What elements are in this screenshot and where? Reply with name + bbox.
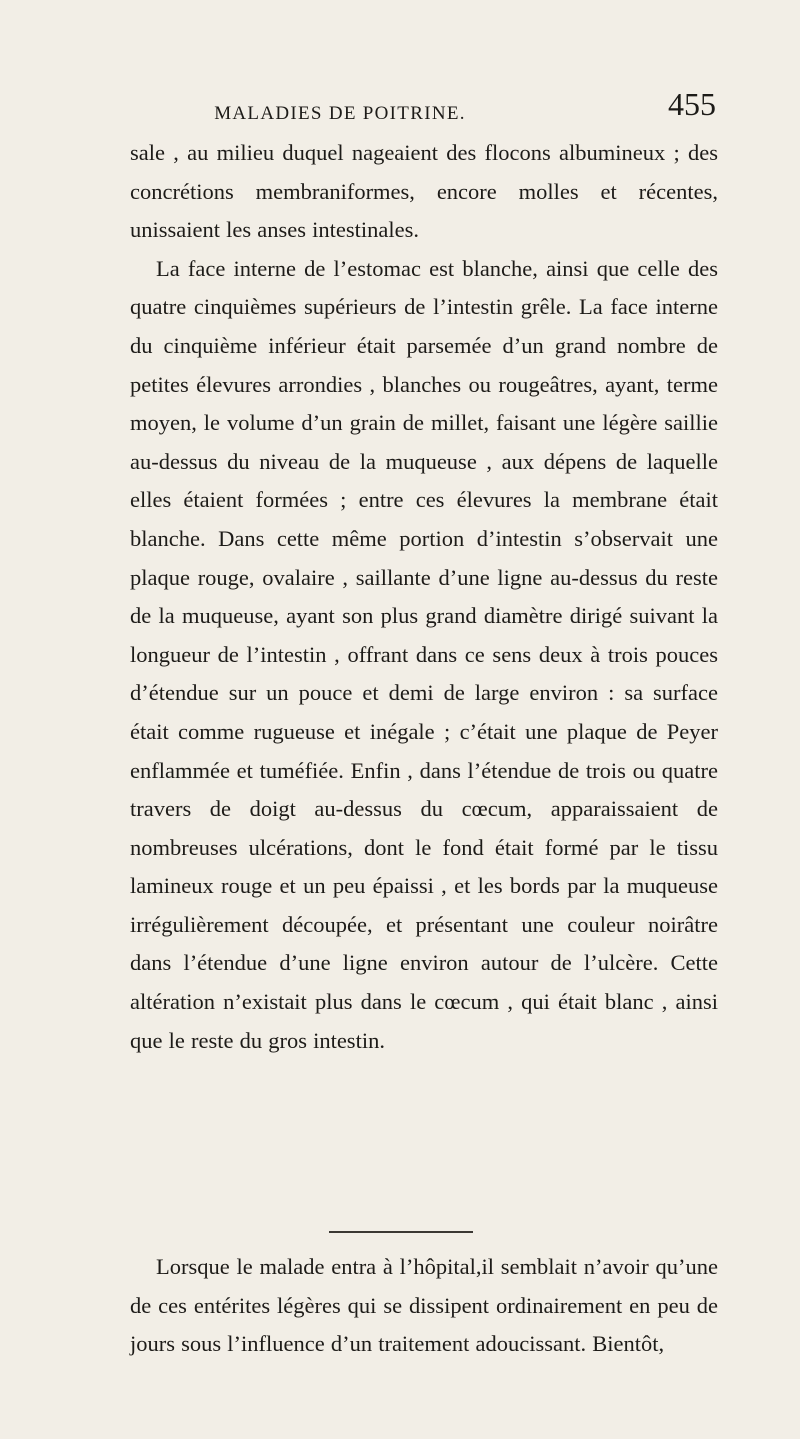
page-number: 455 xyxy=(668,86,716,122)
section-divider xyxy=(329,1231,473,1233)
paragraph-2: La face interne de l’estomac est blanche, ainsi que celle des quatre cinquièmes supérieurs de l’intestin grêle. La face interne du cinquième inférieur était parsemée d’un grand nombre de petites élevures arrondies , blanches ou rougeâtres, ayant, terme moyen, le volume d’un grain de millet, faisant une légère saillie au-dessus du niveau de la muqueuse , aux dépens de laquelle elles étaient formées ; entre ces élevures la membrane était blanche. Dans cette même portion d’intestin s’observait une plaque rouge, ovalaire , saillante d’une ligne au-dessus du reste de la muqueuse, ayant son plus grand diamètre dirigé suivant la longueur de l’intestin , offrant dans ce sens deux à trois pouces d’étendue sur un pouce et demi de large environ : sa surface était comme rugueuse et inégale ; c’était une plaque de Peyer enflammée et tuméfiée. Enfin , dans l’étendue de trois ou quatre travers de doigt au-dessus du cœcum, apparaissaient de nombreuses ulcérations, dont le fond était formé par le tissu lamineux rouge et un peu épaissi , et les bords par la muqueuse irrégulièrement découpée, et présentant une couleur noirâtre dans l’étendue d’une ligne environ autour de l’ulcère. Cette altération n’existait plus dans le cœcum , qui était blanc , ainsi que le reste du gros intestin. xyxy=(130,255,718,1053)
paragraph-1: sale , au milieu duquel nageaient des flocons albumineux ; des concrétions membraniformes, encore molles et récentes, unissaient les anses intestinales. xyxy=(130,140,718,243)
continuation-text xyxy=(130,1248,718,1364)
main-text xyxy=(130,134,718,1060)
running-head: MALADIES DE POITRINE. xyxy=(214,103,466,124)
paragraph-3: Lorsque le malade entra à l’hôpital,il semblait n’avoir qu’une de ces entérites légères qui se dissipent ordinairement en peu de jours sous l’influence d’un traitement adoucissant. Bientôt, xyxy=(130,1254,718,1357)
page-header xyxy=(110,88,716,128)
